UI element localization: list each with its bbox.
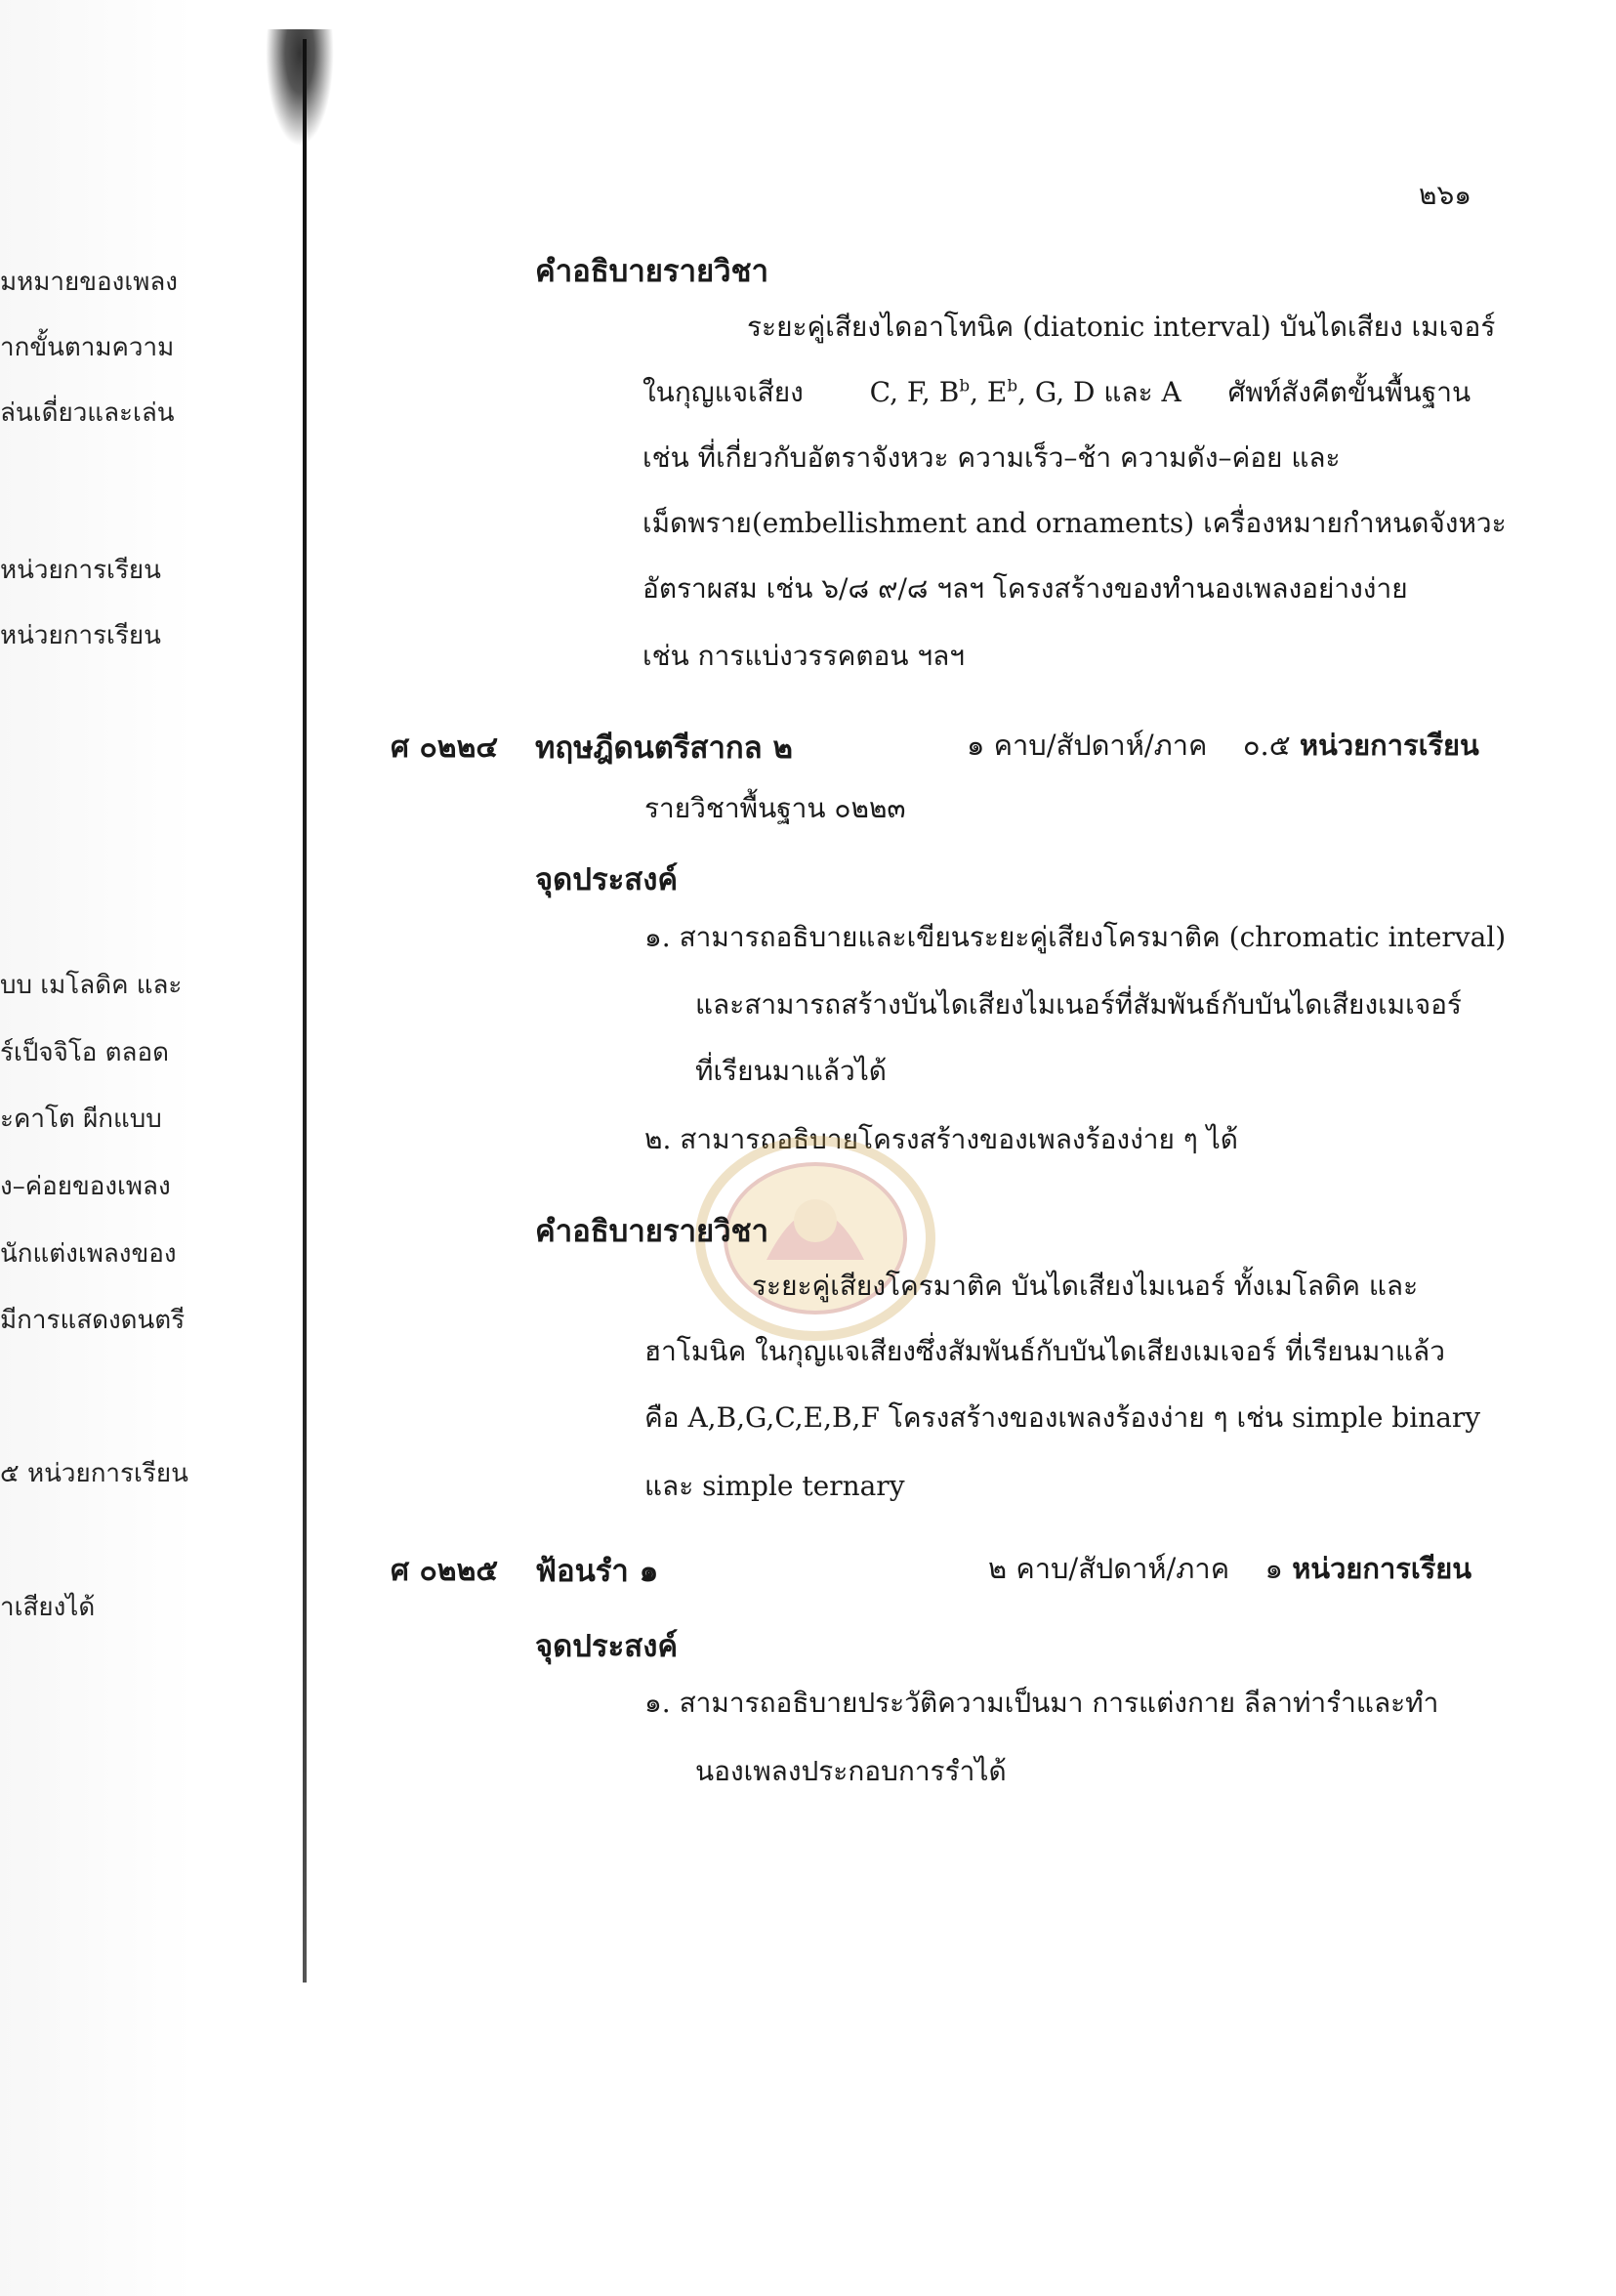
credit-unit: หน่วยการเรียน — [1292, 1552, 1472, 1585]
key-list: C, F, $B^b$, $E^b$, G, D — [869, 375, 1096, 408]
paragraph-line — [642, 371, 1474, 414]
course-title: ทฤษฎีดนตรีสากล ๒ — [535, 731, 793, 766]
margin-text: ากขั้นตามความ — [0, 333, 175, 362]
course-code: ศ ๐๒๒๕ — [391, 1554, 499, 1588]
objectives-heading: จุดประสงค์ — [535, 862, 679, 898]
paragraph-line: และ simple ternary — [644, 1470, 905, 1502]
margin-text: ๕ หน่วยการเรียน — [0, 1459, 188, 1488]
paragraph-line: เช่น การแบ่งวรรคตอน ฯลฯ — [642, 640, 965, 672]
credits: ๑ — [1264, 1552, 1283, 1585]
objectives-heading: จุดประสงค์ — [535, 1629, 679, 1664]
course-hours: ๒ คาบ/สัปดาห์/ภาค ๑ หน่วยการเรียน — [988, 1552, 1472, 1585]
objective-line: และสามารถสร้างบันไดเสียงไมเนอร์ที่สัมพันธ์กับบันไดเสียงเมเจอร์ — [695, 988, 1462, 1021]
margin-text: บบ เมโลดิค และ — [0, 971, 183, 1000]
paragraph-line: ฮาโมนิค ในกุญแจเสียงซึ่งสัมพันธ์กับบันไดเสียงเมเจอร์ ที่เรียนมาแล้ว — [644, 1335, 1445, 1367]
objective-line: ๑. สามารถอธิบายและเขียนระยะคู่เสียงโครมาติค (chromatic interval) — [644, 921, 1507, 953]
margin-text: าเสียงได้ — [0, 1593, 96, 1622]
text-span: ศัพท์สังคีตขั้นพื้นฐาน — [1227, 376, 1471, 408]
prerequisite: รายวิชาพื้นฐาน ๐๒๒๓ — [644, 792, 906, 824]
objective-line: ๑. สามารถอธิบายประวัติความเป็นมา การแต่งกาย ลีลาท่ารำและทำ — [644, 1687, 1439, 1719]
paragraph-line: อัตราผสม เช่น ๖/๘ ๙/๘ ฯลฯ โครงสร้างของทำนองเพลงอย่างง่าย — [642, 572, 1408, 605]
margin-text: หน่วยการเรียน — [0, 621, 161, 650]
paragraph-line: คือ A,B,G,C,E,B,F โครงสร้างของเพลงร้องง่าย ๆ เช่น simple binary — [644, 1401, 1481, 1434]
margin-text: ร์เป็จจิโอ ตลอด — [0, 1038, 169, 1067]
paragraph-line: เม็ดพราย(embellishment and ornaments) เครื่องหมายกำหนดจังหวะ — [642, 507, 1507, 539]
text-span: ในกุญแจเสียง — [642, 376, 804, 408]
credits: ๐.๕ — [1242, 729, 1291, 762]
objective-line: ที่เรียนมาแล้วได้ — [695, 1055, 887, 1087]
credit-unit: หน่วยการเรียน — [1299, 729, 1479, 762]
text-span: และ A — [1103, 376, 1181, 408]
paragraph-line: ระยะคู่เสียงโครมาติค บันไดเสียงไมเนอร์ ทั้งเมโลดิค และ — [752, 1270, 1419, 1302]
margin-text: มหมายของเพลง — [0, 268, 178, 297]
course-title: ฟ้อนรำ ๑ — [535, 1554, 659, 1589]
objective-line: นองเพลงประกอบการรำได้ — [695, 1755, 1007, 1787]
binding-shadow — [266, 29, 334, 146]
paragraph-line: ระยะคู่เสียงไดอาโทนิค (diatonic interval) บันไดเสียง เมเจอร์ — [747, 311, 1496, 343]
binding-line — [303, 39, 307, 1983]
margin-text: ะคาโต ผีกแบบ — [0, 1105, 162, 1134]
margin-text: มีการแสดงดนตรี — [0, 1306, 186, 1335]
page-number: ๒๖๑ — [1418, 179, 1471, 211]
course-hours: ๑ คาบ/สัปดาห์/ภาค ๐.๕ หน่วยการเรียน — [967, 729, 1479, 762]
paragraph-line: เช่น ที่เกี่ยวกับอัตราจังหวะ ความเร็ว–ช้า ความดัง–ค่อย และ — [642, 441, 1341, 474]
course-code: ศ ๐๒๒๔ — [391, 731, 499, 765]
course-description-heading: คำอธิบายรายวิชา — [535, 1214, 769, 1249]
course-description-heading: คำอธิบายรายวิชา — [535, 254, 769, 289]
objective-line: ๒. สามารถอธิบายโครงสร้างของเพลงร้องง่าย ๆ ได้ — [644, 1123, 1238, 1155]
margin-text: นักแต่งเพลงของ — [0, 1239, 177, 1269]
margin-text: ง–ค่อยของเพลง — [0, 1172, 171, 1201]
margin-text: หน่วยการเรียน — [0, 556, 161, 585]
margin-text: ล่นเดี่ยวและเล่น — [0, 398, 175, 428]
